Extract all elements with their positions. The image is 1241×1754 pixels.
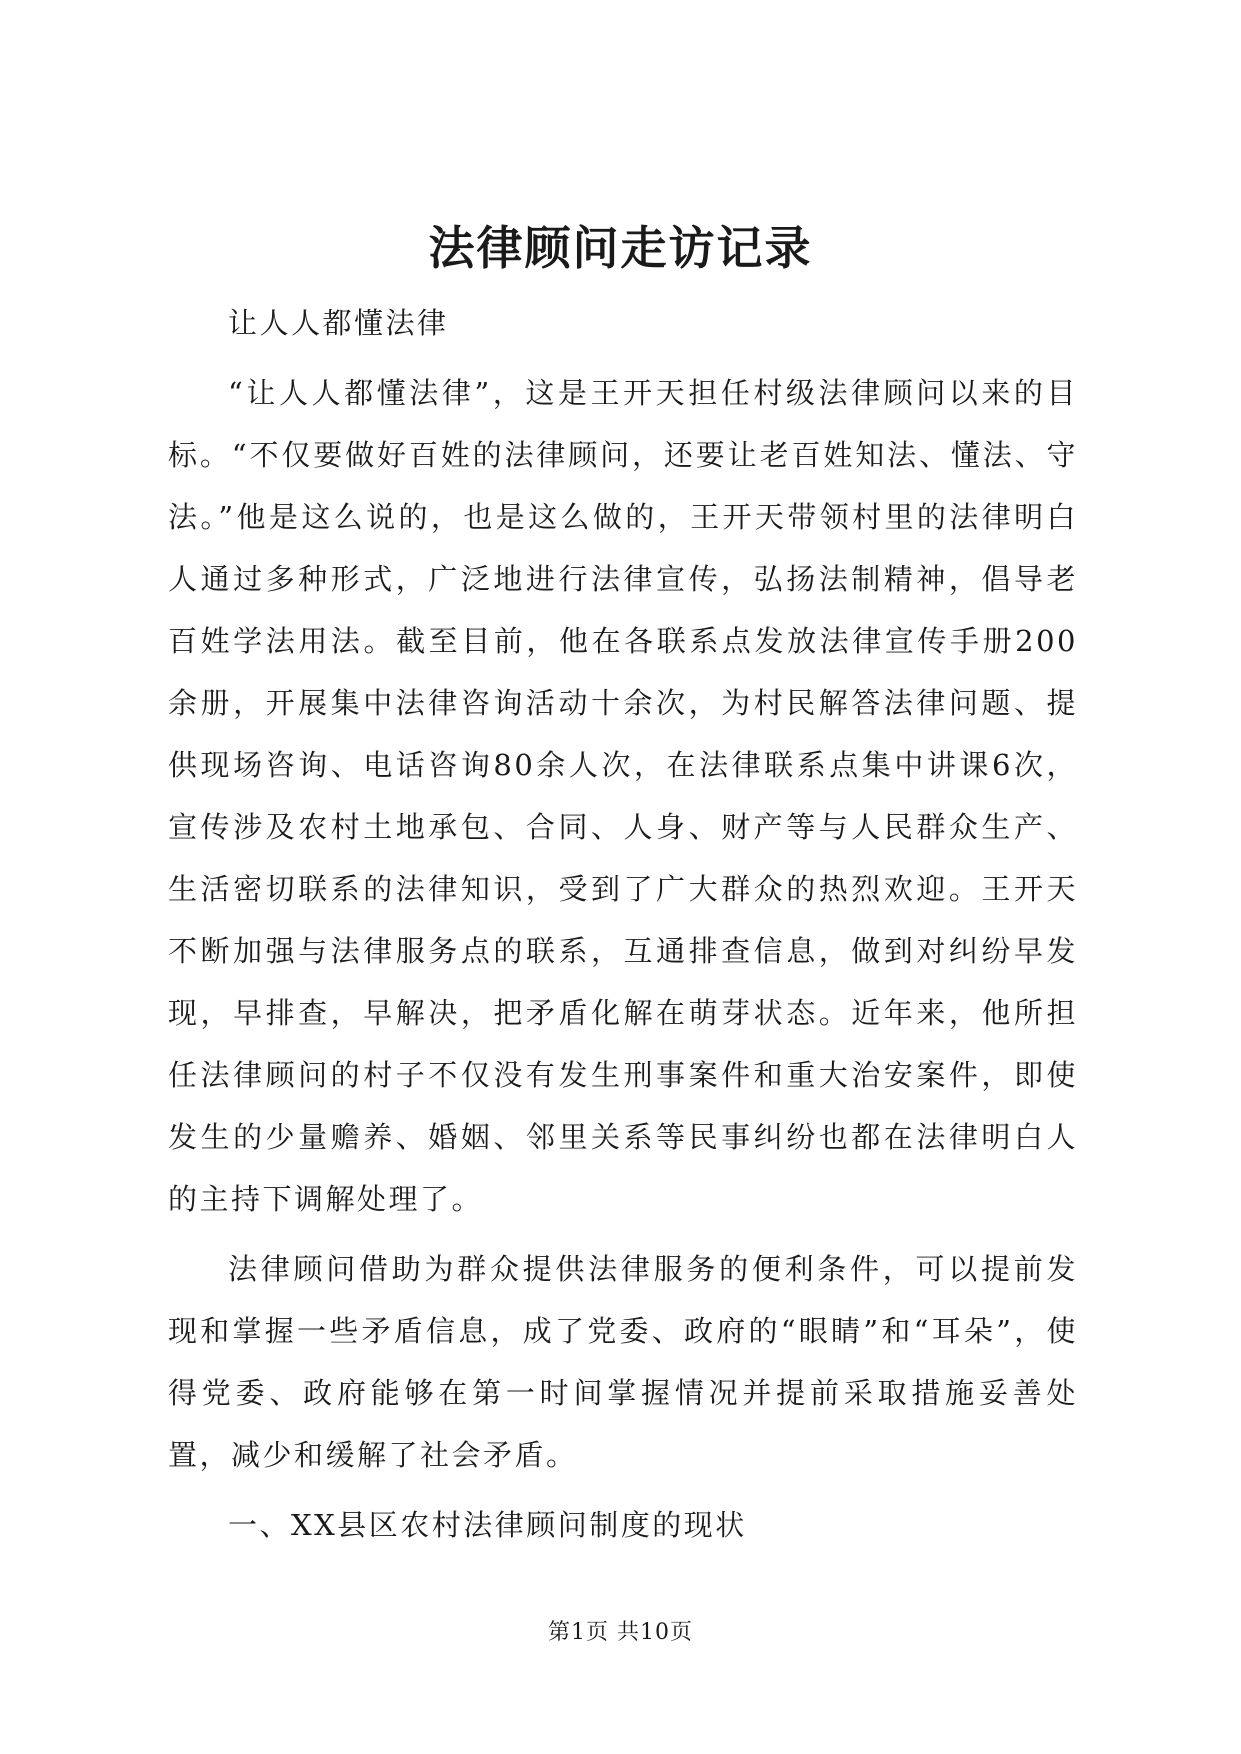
document-title: 法律顾问走访记录: [428, 221, 813, 275]
body-paragraph: “让人人都懂法律”，这是王开天担任村级法律顾问以来的目标。“不仅要做好百姓的法律顾问，还要让老百姓知法、懂法、守法。”他是这么说的，也是这么做的，王开天带领村里的法律明白人通过多种形式，广泛地进行法律宣传，弘扬法制精神，倡导老百姓学法用法。截至目前，他在各联系点发放法律宣传手册200余册，开展集中法律咨询活动十余次，为村民解答法律问题、提供现场咨询、电话咨询80余人次，在法律联系点集中讲课6次，宣传涉及农村土地承包、合同、人身、财产等与人民群众生产、生活密切联系的法律知识，受到了广大群众的热烈欢迎。王开天不断加强与法律服务点的联系，互通排查信息，做到对纠纷早发现，早排查，早解决，把矛盾化解在萌芽状态。近年来，他所担任法律顾问的村子不仅没有发生刑事案件和重大治安案件，即使发生的少量赡养、婚姻、邻里关系等民事纠纷也都在法律明白人的主持下调解处理了。: [168, 376, 1078, 1216]
subtitle-paragraph: 让人人都懂法律: [228, 306, 449, 340]
body-paragraph: 法律顾问借助为群众提供法律服务的便利条件，可以提前发现和掌握一些矛盾信息，成了党委、政府的“眼睛”和“耳朵”，使得党委、政府能够在第一时间掌握情况并提前采取措施妥善处置，减少和缓解了社会矛盾。: [168, 1252, 1078, 1472]
page-number-footer: 第1页 共10页: [548, 1620, 693, 1645]
section-heading: 一、XX县区农村法律顾问制度的现状: [228, 1508, 747, 1542]
document-body: [168, 292, 1078, 1564]
